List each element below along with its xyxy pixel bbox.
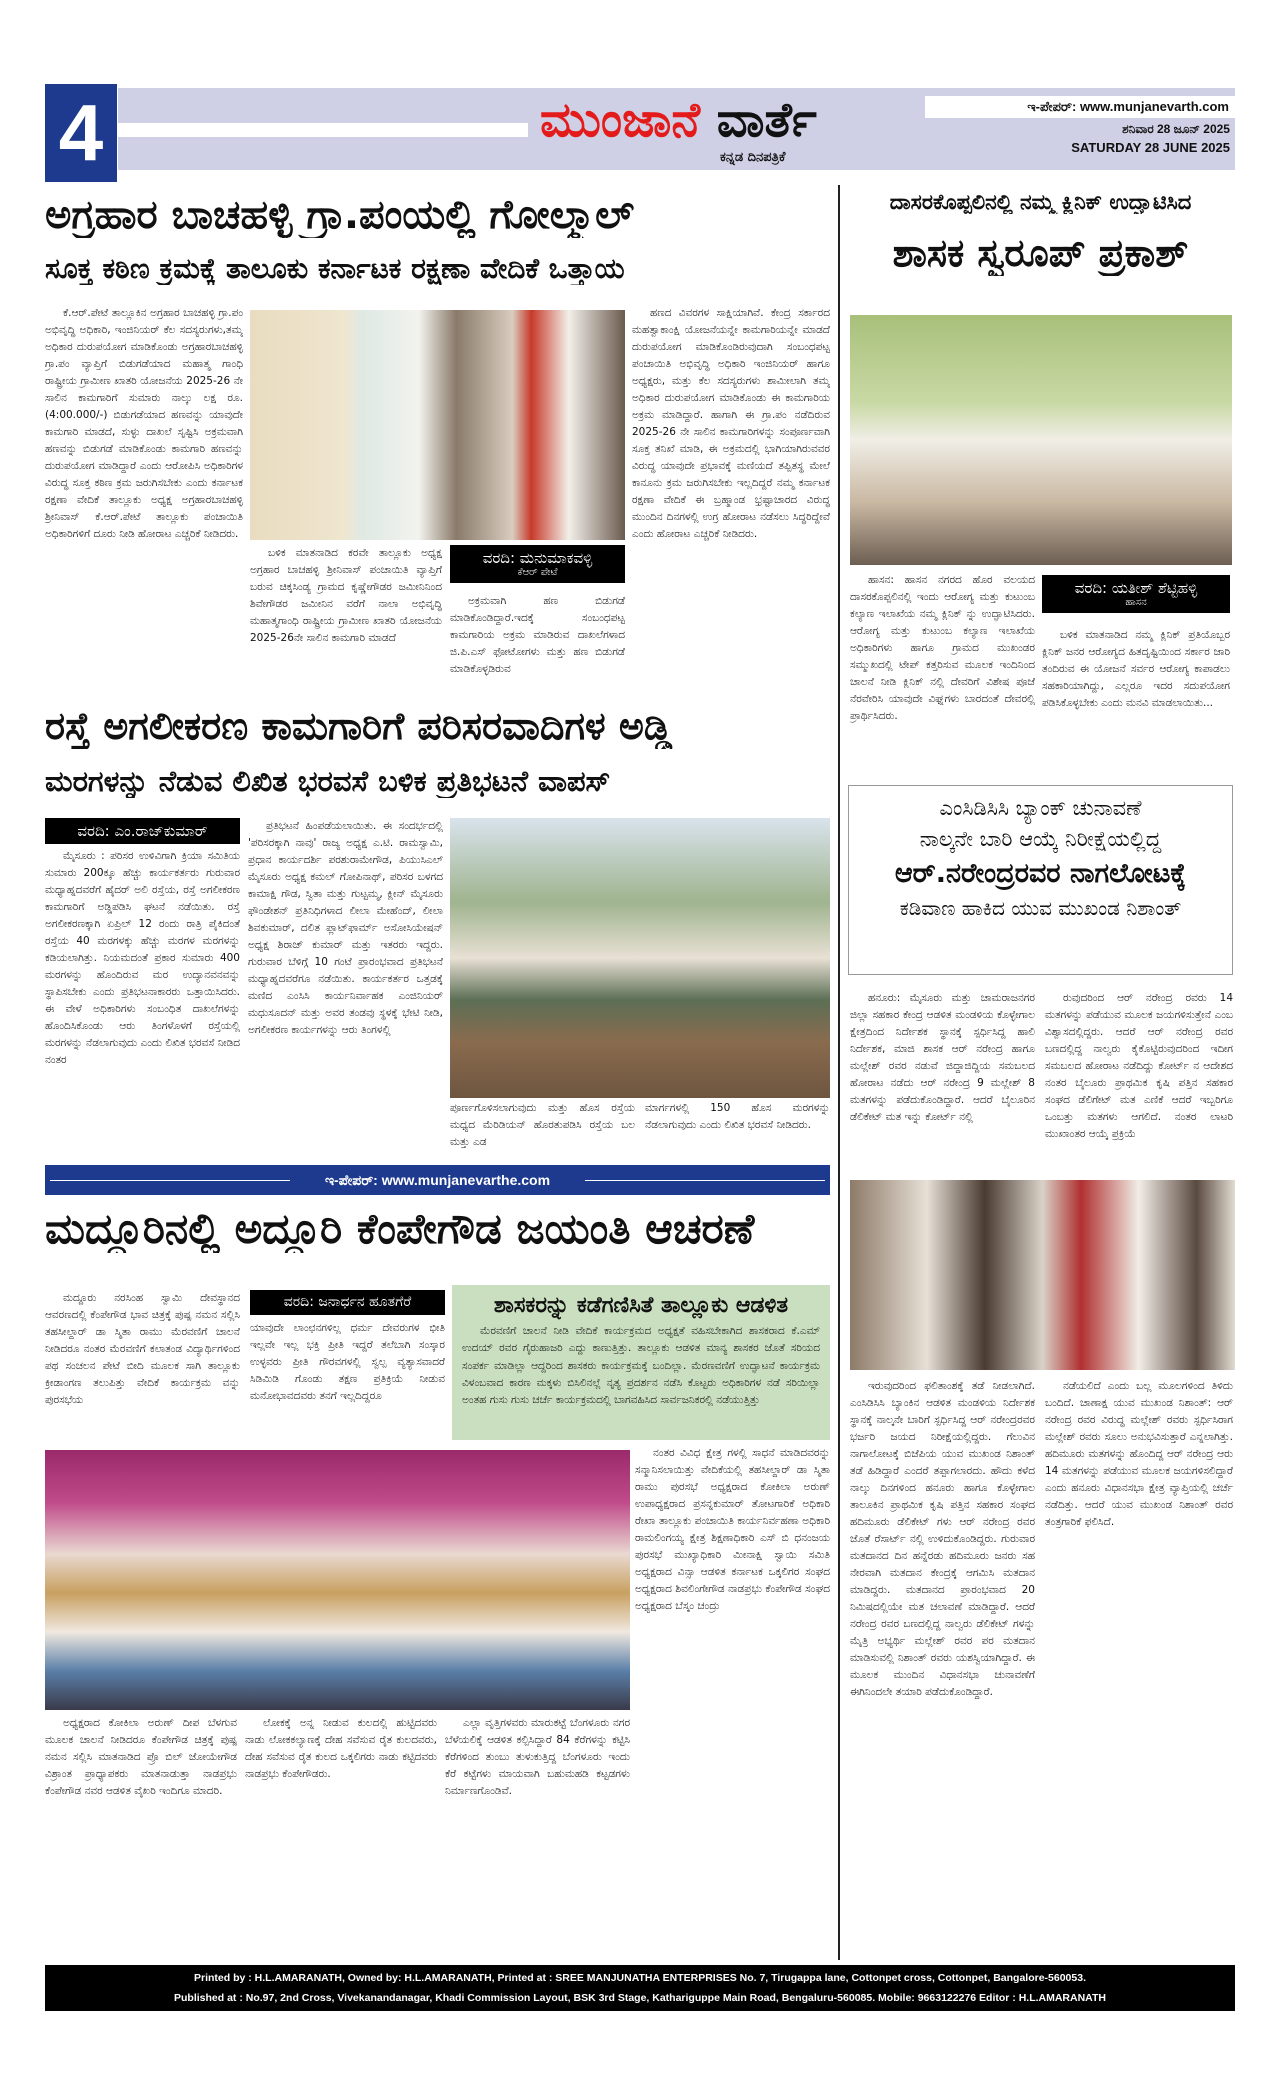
article5-col3: ನಂತರ ವಿವಿಧ ಕ್ಷೇತ್ರ ಗಳಲ್ಲಿ ಸಾಧನೆ ಮಾಡಿದವರನ್ನು ಸನ್ಮಾನಿಸಲಾಯಿತ್ತು ವೇದಿಕೆಯಲ್ಲಿ ತಹಸೀಲ್ದಾರ್ ಡಾ ಸ್ಮಿತಾ ರಾಮು ಪುರಸಭೆ ಅಧ್ಯಕ್ಷರಾದ ಕೋಕಿಲಾ ಅರುಣ್ ಉಪಾಧ್ಯಕ್ಷರಾದ ಪ್ರಸನ್ನಕುಮಾರ್ ತೋಟಗಾರಿಕೆ ಅಧಿಕಾರಿ ರೇಖಾ ತಾಲ್ಲೂಕು ಪಂಚಾಯಿತಿ ಕಾರ್ಯನಿರ್ವಹಣಾ ಅಧಿಕಾರಿ ರಾಮಲಿಂಗಯ್ಯ ಕ್ಷೇತ್ರ ಶಿಕ್ಷಣಾಧಿಕಾರಿ ಎಸ್ ಬಿ ಧನಂಜಯ ಪುರಸಭೆ ಮುಖ್ಯಾಧಿಕಾರಿ ಮೀನಾಕ್ಷಿ ಸ್ವಾಯಿ ಸಮಿತಿ ಅಧ್ಯಕ್ಷರಾದ ವಿನ್ಸಾ ಆಡಳಿತ ಕರ್ನಾಟಕ ಒಕ್ಕಲಿಗರ ಸಂಘದ ಅಧ್ಯಕ್ಷರಾದ ಶಿವಲಿಂಗೇಗೌಡ ನಾಡಪ್ರಭು ಕೆಂಪೇಗೌಡ ಸಂಘದ ಅಧ್ಯಕ್ಷರಾದ ಬೆಸ್ಕಂ ಚಂದ್ರು xyxy=(635,1447,830,1612)
sidebar-box-headline: ಶಾಸಕರನ್ನು ಕಡೆಗಣಿಸಿತೆ ತಾಲ್ಲೂಕು ಆಡಳಿತ xyxy=(493,1293,789,1318)
article1-photo xyxy=(250,310,625,540)
article3-caption2: ಮಾರ್ಗಗಳಲ್ಲಿ 150 ಹೊಸ ಮರಗಳನ್ನು ನೆಡಲಾಗುವುದು ಎಂದು ಲಿಖಿತ ಭರವಸೆ ನೀಡಿದರು. xyxy=(645,1102,830,1131)
article1-col1: ಕೆ.ಆರ್.ಪೇಟೆ ತಾಲ್ಲೂಕಿನ ಅಗ್ರಹಾರ ಬಾಚಹಳ್ಳಿ ಗ್ರಾ.ಪಂ ಅಭಿವೃದ್ಧಿ ಅಧಿಕಾರಿ, ಇಂಜಿನಿಯರ್ ಕೆಲ ಸದಸ್ಯರುಗಳು,ತಮ್ಮ ಅಧಿಕಾರ ದುರುಪಯೋಗ ಮಾಡಿಕೊಂಡು ಅಗ್ರಹಾರಬಾಚಹಳ್ಳಿ ಗ್ರಾ.ಪಂ ವ್ಯಾಪ್ತಿಗೆ ಬಿಡುಗಡೆಯಾದ ಮಹಾತ್ಮ ಗಾಂಧಿ ರಾಷ್ಟ್ರೀಯ ಗ್ರಾಮೀಣ ಖಾತರಿ ಯೋಜನೆಯ 2025-26 ನೇ ಸಾಲಿನ ಕಾಮಗಾರಿಗೆ ಸುಮಾರು ನಾಲ್ಕು ಲಕ್ಷ ರೂ. (4:00.000/-) ಬಿಡುಗಡೆಯಾದ ಹಣವನ್ನು ಯಾವುದೇ ಕಾಮಗಾರಿ ಮಾಡದೆ, ಸುಳ್ಳು ದಾಖಲೆ ಸೃಷ್ಟಿಸಿ ಅಕ್ರಮವಾಗಿ ಹಣವನ್ನು ಬಿಡುಗಡೆ ಮಾಡಿಕೊಂಡು ಕಾಮಗಾರಿ ಹಣವನ್ನು ದುರುಪಯೋಗ ಮಾಡಿದ್ದಾರೆ ಎಂದು ಆರೋಪಿಸಿ ಅಧಿಕಾರಿಗಳ ವಿರುದ್ಧ ಸೂಕ್ತ ಕಠಿಣ ಕ್ರಮ ಜರುಗಿಸಬೇಕು ಎಂದು ಕರ್ನಾಟಕ ರಕ್ಷಣಾ ವೇದಿಕೆ ತಾಲ್ಲೂಕು ಅಧ್ಯಕ್ಷ ಅಗ್ರಹಾರಬಾಚಹಳ್ಳಿ ಶ್ರೀನಿವಾಸ್ ಕೆ.ಆರ್.ಪೇಟೆ ತಾಲ್ಲೂಕು ಪಂಚಾಯಿತಿ ಅಧಿಕಾರಿಗಳಿಗೆ ದೂರು ನೀಡಿ ಹೋರಾಟ ಎಚ್ಚರಿಕೆ ನೀಡಿದರು. xyxy=(45,307,243,540)
article3-photo xyxy=(450,818,830,1098)
article5-headline: ಮದ್ದೂರಿನಲ್ಲಿ ಅದ್ದೂರಿ ಕೆಂಪೇಗೌಡ ಜಯಂತಿ ಆಚರಣೆ xyxy=(45,1205,755,1253)
article3-subhead: ಮರಗಳನ್ನು ನೆಡುವ ಲಿಖಿತ ಭರವಸೆ ಬಳಿಕ ಪ್ರತಿಭಟನೆ ವಾಪಸ್ xyxy=(45,765,611,798)
article3-headline: ರಸ್ತೆ ಅಗಲೀಕರಣ ಕಾಮಗಾರಿಗೆ ಪರಿಸರವಾದಿಗಳ ಅಡ್ಡಿ xyxy=(45,705,673,748)
byline-name: ವರದಿ: ಮನುಮಾಕವಳ್ಳಿ xyxy=(482,549,593,567)
date-kannada: ಶನಿವಾರ 28 ಜೂನ್ 2025 xyxy=(1122,122,1230,136)
epaper-link[interactable]: ಇ-ಪೇಪರ್: www.munjanevarth.com xyxy=(925,96,1235,118)
article1-col4: ಹಣದ ವಿವರಗಳ ಸಾಕ್ಷಿಯಾಗಿವೆ. ಕೇಂದ್ರ ಸರ್ಕಾರದ ಮಹತ್ವಾಕಾಂಕ್ಷಿ ಯೋಜನೆಯನ್ನೇ ಕಾಮಗಾರಿಯನ್ನೇ ಮಾಡದೆ ದುರುಪಯೋಗ ಮಾಡಿಕೊಂಡಿರುವುದಾಗಿ ಸಂಬಂಧಪಟ್ಟ ಪಂಚಾಯಿತಿ ಅಭಿವೃದ್ಧಿ ಅಧಿಕಾರಿ ಇಂಜಿನಿಯರ್ ಹಾಗೂ ಅಧ್ಯಕ್ಷರು, ಮತ್ತು ಕೆಲ ಸದಸ್ಯರುಗಳು ಶಾಮೀಲಾಗಿ ತಮ್ಮ ಅಧಿಕಾರ ದುರುಪಯೋಗ ಮಾಡಿಕೊಂಡು ಈ ಕಾಮಗಾರಿಯ ಅಕ್ರಮ ಮಾಡಿದ್ದಾರೆ. ಹಾಗಾಗಿ ಈ ಗ್ರಾ.ಪಂ ನಡೆದಿರುವ 2025-26 ನೇ ಸಾಲಿನ ಕಾಮಗಾರಿಗಳನ್ನು ಸಂಪೂರ್ಣವಾಗಿ ಸೂಕ್ತ ತನಿಖೆ ಮಾಡಿ, ಈ ಅಕ್ರಮದಲ್ಲಿ ಭಾಗಿಯಾಗಿರುವವರ ವಿರುದ್ಧ ಯಾವುದೇ ಪ್ರಭಾವಕ್ಕೆ ಮಣಿಯದೆ ತಪ್ಪಿತಸ್ಥ ಮೇಲೆ ಕಾನೂನು ಕ್ರಮ ಜರುಗಿಸಬೇಕು ಇಲ್ಲದಿದ್ದರೆ ನಮ್ಮ ಕರ್ನಾಟಕ ರಕ್ಷಣಾ ವೇದಿಕೆ ಈ ಬ್ರಹ್ಮಾಂಡ ಭ್ರಷ್ಟಾಚಾರದ ವಿರುದ್ಧ ಮುಂದಿನ ದಿನಗಳಲ್ಲಿ ಉಗ್ರ ಹೋರಾಟ ನಡೆಸಲು ಸಿದ್ಧರಿದ್ದೇವೆ ಎಂದು ಹೋರಾಟ ಎಚ್ಚರಿಕೆ ನೀಡಿದರು. xyxy=(632,307,830,540)
article5-col4: ಅಧ್ಯಕ್ಷರಾದ ಕೋಕಿಲಾ ಅರುಣ್ ದೀಪ ಬೆಳಗುವ ಮೂಲಕ ಚಾಲನೆ ನೀಡಿದರೂ ಕೆಂಪೇಗೌಡ ಚಿತ್ರಕ್ಕೆ ಪುಷ್ಪ ನಮನ ಸಲ್ಲಿಸಿ ಮಾತನಾಡಿದ ಪ್ರೊ ಬಿಲ್ ಜೋಯೇಗೌಡ ವಿಶ್ರಾಂತ ಪ್ರಾಧ್ಯಾಪಕರು ಮಾತನಾಡುತ್ತಾ ನಾಡಪ್ರಭು ಕೆಂಪೇಗೌಡ ನವರ ಆಡಳಿತ ವೈಖರಿ ಇಂದಿಗೂ ಮಾದರಿ. xyxy=(45,1717,237,1797)
byline-place: ಹಾಸನ xyxy=(1125,597,1147,608)
footer-line2: Published at : No.97, 2nd Cross, Vivekanandanagar, Khadi Commission Layout, BSK 3rd Stage, Kathariguppe Main Road, Bengaluru-560085. Mobile: 9663122276 Editor : H.L.AMARANATH xyxy=(174,1992,1106,2004)
byline-name: ವರದಿ: ಯತೀಶ್ ಶೆಟ್ಟಿಹಳ್ಳಿ xyxy=(1074,579,1198,597)
article4-subhead: ಕಡಿವಾಣ ಹಾಕಿದ ಯುವ ಮುಖಂಡ ನಿಶಾಂತ್ xyxy=(899,896,1182,920)
article1-subhead: ಸೂಕ್ತ ಕಠಿಣ ಕ್ರಮಕ್ಕೆ ತಾಲೂಕು ಕರ್ನಾಟಕ ರಕ್ಷಣಾ ವೇದಿಕೆ ಒತ್ತಾಯ xyxy=(45,253,625,285)
article4-col4: ನಡೆಯಲಿದೆ ಎಂದು ಬಲ್ಲ ಮೂಲಗಳಿಂದ ತಿಳಿದು ಬಂದಿದೆ. ಚಾಣಾಕ್ಷ ಯುವ ಮುಖಂಡ ನಿಶಾಂತ್: ಆರ್ ನರೇಂದ್ರ ರವರ ವಿರುದ್ಧ ಮಲ್ಲೇಶ್ ರವರು ಸ್ಪರ್ಧಿಸಿರಾಗ ಮಲ್ಲೇಶ್ ರವರು ಸೂಲು ಅನುಭವಿಸುತ್ತಾರೆ ಎನ್ನಲಾಗಿತ್ತು. ಹದಿಮೂರು ಮತಗಳನ್ನು ಹೊಂದಿದ್ದ ಆರ್ ನರೇಂದ್ರ ಆರು 14 ಮತಗಳನ್ನು ಪಡೆಯುವ ಮೂಲಕ ಜಯಗಳಿಸಲಿದ್ದಾರೆ ಎಂದು ಹನೂರು ವಿಧಾನಸಭಾ ಕ್ಷೇತ್ರ ವ್ಯಾಪ್ತಿಯಲ್ಲಿ ಚರ್ಚೆ ನಡೆದಿತ್ತು. ಆದರೆ ಯುವ ಮುಖಂಡ ನಿಶಾಂತ್ ರವರ ತಂತ್ರಗಾರಿಕೆ ಫಲಿಸಿದೆ. xyxy=(1045,1380,1233,1528)
article4-line1: ಎಂಸಿಡಿಸಿಸಿ ಬ್ಯಾಂಕ್ ಚುನಾವಣೆ xyxy=(939,796,1142,820)
article4-line2: ನಾಲ್ಕನೇ ಬಾರಿ ಆಯ್ಕೆ ನಿರೀಕ್ಷೆಯಲ್ಲಿದ್ದ xyxy=(919,827,1162,851)
article4-headline: ಆರ್.ನರೇಂದ್ರರವರ ನಾಗಲೋಟಕ್ಕೆ xyxy=(894,858,1187,889)
article1-byline xyxy=(450,545,625,583)
newspaper-logo xyxy=(540,92,817,149)
article5-col2: ಯಾವುದೇ ಲಾಂಛನಗಳಿಲ್ಲ ಧರ್ಮ ದೇವರುಗಳ ಭೀತಿ ಇಲ್ಲವೇ ಇಲ್ಲ ಭಕ್ತಿ ಪ್ರೀತಿ ಇದ್ದರೆ ತಲೆಬಾಗಿ ಸಂಸ್ಕಾರ ಉಳ್ಳವರು ಪ್ರೀತಿ ಗೌರವಗಳಲ್ಲಿ ಸ್ವಲ್ಪ ವ್ಯತ್ಯಾಸವಾದರೆ ಸಿಡಿಮಿಡಿ ಗೊಂಡು ತಕ್ಷಣ ಪ್ರತಿಕ್ರಿಯೆ ನೀಡುವ ಮನೋಭಾವದವರು ತನಗೆ ಇಲ್ಲದಿದ್ದರೂ xyxy=(250,1322,445,1402)
article2-byline xyxy=(1042,575,1230,613)
sidebar-box-text: ಮೆರವಣಿಗೆ ಚಾಲನೆ ನೀಡಿ ವೇದಿಕೆ ಕಾರ್ಯಕ್ರಮದ ಅಧ್ಯಕ್ಷತೆ ವಹಿಸಬೇಕಾಗಿದ ಶಾಸಕರಾದ ಕೆ.ಎಮ್ ಉದಯ್ ರವರ ಗೈರುಹಾಜರಿ ಎದ್ದು ಕಾಣುತ್ತಿತ್ತು. ತಾಲ್ಲೂಕು ಆಡಳಿತ ಮಾನ್ಯ ಶಾಸಕರ ಜೊತೆ ಸರಿಯದ ಸಂಪರ್ಕ ಮಾಡಿಲ್ಲಾ ಆದ್ದರಿಂದ ಶಾಸಕರು ಕಾರ್ಯಕ್ರಮಕ್ಕೆ ಬಂದಿಲ್ಲಾ. ಮೆರಣವಣಿಗೆ ಉದ್ಘಾಟನೆ ಕಾರ್ಯಕ್ರಮ ವಿಳಂಬವಾದ ಕಾರಣ ಮಕ್ಕಳು ಬಿಸಿಲಿನಲ್ಲೆ ನೃತ್ಯ ಪ್ರದರ್ಶನ ನಡೆಸಿ ಕೊಟ್ಟರು ಅಧಿಕಾರಿಗಳ ನಡೆ ಸರಿಯಿಲ್ಲಾ ಅಂತಹ ಗುಸು ಗುಸು ಚರ್ಚೆ ಕಾರ್ಯಕ್ರಮದಲ್ಲಿ ಬಾಗವಹಿಸಿದ ಸಾರ್ವಜನಿಕರಲ್ಲಿ ನಡೆಯುತ್ತಿತ್ತು xyxy=(462,1325,820,1407)
article5-sidebar-box xyxy=(452,1285,830,1440)
article5-byline: ವರದಿ: ಜನಾರ್ಧನ ಹೂತಗೆರೆ xyxy=(250,1290,445,1315)
article4-col3: ಇರುವುದರಿಂದ ಫಲಿತಾಂಶಕ್ಕೆ ತಡೆ ನೀಡಲಾಗಿದೆ. ಎಂಸಿಡಿಸಿಸಿ ಬ್ಯಾಂಕಿನ ಆಡಳಿತ ಮಂಡಳಿಯ ನಿರ್ದೇಶಕ ಸ್ಥಾನಕ್ಕೆ ನಾಲ್ಕನೇ ಬಾರಿಗೆ ಸ್ಪರ್ಧಿಸಿದ್ದ ಆರ್ ನರೇಂದ್ರರವರ ಭರ್ಜರಿ ಜಯದ ನಿರೀಕ್ಷೆಯಲ್ಲಿದ್ದರು. ಗೆಲುವಿನ ನಾಗಾಲೋಟಕ್ಕೆ ಬಿಜೆಪಿಯ ಯುವ ಮುಖಂಡ ನಿಶಾಂತ್ ತಡೆ ಹಿಡಿದ್ದಾರೆ ಎಂದರೆ ತಪ್ಪಾಗಲಾರದು. ಹೌದು ಕಳೆದ ನಾಲ್ಕು ದಿನಗಳಿಂದ ಹನೂರು ಹಾಗೂ ಕೊಳ್ಳೇಗಾಲ ತಾಲೂಕಿನ ಪ್ರಾಥಮಿಕ ಕೃಷಿ ಪತ್ತಿನ ಸಹಕಾರ ಸಂಘದ ಹದಿಮೂರು ಡೆಲಿಕೇಟ್ ಗಳು ಆರ್ ನರೇಂದ್ರ ರವರ ಜೊತೆ ರೆಸಾರ್ಟ್ ನಲ್ಲಿ ಉಳಿದುಕೊಂಡಿದ್ದರು. ಗುರುವಾರ ಮತದಾನದ ದಿನ ಹನ್ನೆರಡು ಹದಿಮೂರು ಜನರು ಸಹ ನೇರವಾಗಿ ಮತದಾನ ಕೇಂದ್ರಕ್ಕೆ ಆಗಮಿಸಿ ಮತದಾನ ಮಾಡಿದ್ದರು. ಮತದಾನದ ಪ್ರಾರಂಭವಾದ 20 ನಿಮಿಷದಲ್ಲಿಯೇ ಮತ ಚಲಾವಣೆ ಮಾಡಿದ್ದಾರೆ. ಆದರೆ ನರೇಂದ್ರ ರವರ ಬಣದಲ್ಲಿದ್ದ ನಾಲ್ವರು ಡೆಲಿಕೇಟ್ ಗಳನ್ನು ಮೈತ್ರಿ ಅಭ್ಯರ್ಥಿ ಮಲ್ಲೇಶ್ ರವರ ಪರ ಮತದಾನ ಮಾಡಿಸುವಲ್ಲಿ ನಿಶಾಂತ್ ರವರು ಯಶಸ್ವಿಯಾಗಿದ್ದಾರೆ. ಈ ಮೂಲಕ ಮುಂದಿನ ವಿಧಾನಸಭಾ ಚುನಾವಣೆಗೆ ಈಗಿನಿಂದಲೇ ತಯಾರಿ ಪಡೆದುಕೊಂಡಿದ್ದಾರೆ. xyxy=(850,1380,1035,1698)
article5-photo xyxy=(45,1450,630,1710)
byline-place: ಕೆಆರ್ ಪೇಟೆ xyxy=(517,567,558,578)
date-english: SATURDAY 28 JUNE 2025 xyxy=(1071,140,1230,155)
article3-byline: ವರದಿ: ಎಂ.ರಾಜ್‌ಕುಮಾರ್ xyxy=(45,818,240,844)
article5-col5: ಲೋಕಕ್ಕೆ ಅನ್ನ ನೀಡುವ ಕುಲದಲ್ಲಿ ಹುಟ್ಟಿದವರು ನಾಡು ಲೋಕಕಲ್ಯಾಣಕ್ಕೆ ದೇಹ ಸವೆಸುವ ರೈತ ಕುಲದವರು, ದೇಹ ಸವೆಸುವ ರೈತ ಕುಲದ ಒಕ್ಕಲಿಗರು ನಾಡು ಕಟ್ಟಿದವರು ನಾಡಪ್ರಭು ಕೆಂಪೇಗೌಡರು. xyxy=(245,1717,437,1780)
article2-col1: ಹಾಸನ: ಹಾಸನ ನಗರದ ಹೊರ ವಲಯದ ದಾಸರಕೊಪ್ಪಲಿನಲ್ಲಿ ಇಂದು ಆರೋಗ್ಯ ಮತ್ತು ಕುಟುಂಬ ಕಲ್ಯಾಣ ಇಲಾಖೆಯ ನಮ್ಮ ಕ್ಲಿನಿಕ್ ನ್ನು ಉದ್ಘಾಟಿಸಿದರು. ಆರೋಗ್ಯ ಮತ್ತು ಕುಟುಂಬ ಕಲ್ಯಾಣ ಇಲಾಖೆಯ ಅಧಿಕಾರಿಗಳು ಹಾಗೂ ಗ್ರಾಮದ ಮುಖಂಡರ ಸಮ್ಮುಖದಲ್ಲಿ ಟೇಪ್ ಕತ್ತರಿಸುವ ಮೂಲಕ ಇಂದಿನಿಂದ ಚಾಲನೆ ನೀಡಿ ಕ್ಲಿನಿಕ್ ನಲ್ಲಿ ದೇವರಿಗೆ ವಿಶೇಷ ಪೂಜೆ ನೆರವೇರಿಸಿ ಯಾವುದೇ ವಿಘ್ನಗಳು ಬಾರದಂತೆ ದೇವರಲ್ಲಿ ಪ್ರಾರ್ಥಿಸಿದರು. xyxy=(850,574,1035,722)
article5-col6: ಎಲ್ಲಾ ವೃತ್ತಿಗಳವರು ಮಾರುಕಟ್ಟೆ ಬೆಂಗಳೂರು ನಗರ ಬೆಳೆಯಲಿಕ್ಕೆ ಆಡಳಿತ ಕಲ್ಪಿಸಿದ್ದಾರೆ 84 ಕೆರೆಗಳನ್ನು ಕಟ್ಟಿಸಿ ಕೆರೆಗಳಿಂದ ತುಂಬು ತುಳುಕುತ್ತಿದ್ದ ಬೆಂಗಳೂರು ಇಂದು ಕೆರೆ ಕಟ್ಟೆಗಳು ಮಾಯವಾಗಿ ಬಹುಮಹಡಿ ಕಟ್ಟಡಗಳು ನಿರ್ಮಾಣಗೊಂಡಿವೆ. xyxy=(445,1717,630,1797)
logo-black: ವಾರ್ತೆ xyxy=(716,92,817,148)
epaper-banner[interactable]: ಇ-ಪೇಪರ್: www.munjanevarthe.com xyxy=(45,1165,830,1195)
article3-caption1: ಪೂರ್ಣಗೊಳಿಸಲಾಗುವುದು ಮತ್ತು ಹೊಸ ರಸ್ತೆಯ ಮಧ್ಯದ ಮೆರಿಡಿಯನ್ ಹೊರತುಪಡಿಸಿ ರಸ್ತೆಯ ಬಲ ಮತ್ತು ಎಡ xyxy=(450,1102,635,1148)
article2-kicker: ದಾಸರಕೊಪ್ಪಲಿನಲ್ಲಿ ನಮ್ಮ ಕ್ಲಿನಿಕ್ ಉದ್ಘಾಟಿಸಿದ xyxy=(889,190,1192,214)
article4-col2: ರುವುದರಿಂದ ಆರ್ ನರೇಂದ್ರ ರವರು 14 ಮತಗಳನ್ನು ಪಡೆಯುವ ಮೂಲಕ ಜಯಗಳಿಸುತ್ತೇನೆ ಎಂಬ ವಿಶ್ವಾಸದಲ್ಲಿದ್ದರು. ಆದರೆ ಆರ್ ನರೇಂದ್ರ ರವರ ಬಣದಲ್ಲಿದ್ದ ನಾಲ್ವರು ಕೈಕೊಟ್ಟಿರುವುದರಿಂದ ಇದೀಗ ಸಮಬಲದ ಹೋರಾಟ ನಡೆದಿದ್ದು ಕೋರ್ಟ್ ನ ಆದೇಶದ ನಂತರ ಬೈಲೂರು ಪ್ರಾಥಮಿಕ ಕೃಷಿ ಪತ್ತಿನ ಸಹಕಾರ ಸಂಘದ ಡೆಲಿಗೇಟ್ ಮತ ಎಣಿಕೆ ಆದರೆ ಇಬ್ಬರಿಗೂ ಒಂಬತ್ತು ಮತಗಳು ಆಗಲಿದೆ. ನಂತರ ಲಾಟರಿ ಮುಖಾಂತರ ಆಯ್ಕೆ ಪ್ರಕ್ರಿಯೆ xyxy=(1045,992,1233,1140)
page-number: 4 xyxy=(45,84,117,182)
logo-subtitle: ಕನ್ನಡ ದಿನಪತ್ರಿಕೆ xyxy=(720,150,786,165)
column-divider xyxy=(838,185,840,1960)
article4-col1: ಹನೂರು: ಮೈಸೂರು ಮತ್ತು ಚಾಮರಾಜನಗರ ಜಿಲ್ಲಾ ಸಹಕಾರ ಕೇಂದ್ರ ಆಡಳಿತ ಮಂಡಳಿಯ ಕೊಳ್ಳೇಗಾಲ ಕ್ಷೇತ್ರದಿಂದ ನಿರ್ದೇಶಕ ಸ್ಥಾನಕ್ಕೆ ಸ್ಪರ್ಧಿಸಿದ್ದ ಹಾಲಿ ನಿರ್ದೇಶಕ, ಮಾಜಿ ಶಾಸಕ ಆರ್ ನರೇಂದ್ರ ಹಾಗೂ ಮಲ್ಲೇಶ್ ರವರ ನಡುವೆ ಜಿದ್ದಾಜಿದ್ದಿಯ ಸಮಬಲದ ಹೋರಾಟ ನಡೆದು ಆರ್ ನರೇಂದ್ರ 9 ಮಲ್ಲೇಶ್ 8 ಮತಗಳನ್ನು ಪಡೆದುಕೊಂಡಿದ್ದಾರೆ. ಆದರೆ ಬೈಲೂರಿನ ಡೆಲಿಕೇಟ್ ಮತ ಇನ್ನು ಕೋರ್ಟ್ ನಲ್ಲಿ xyxy=(850,992,1035,1123)
footer-line1: Printed by : H.L.AMARANATH, Owned by: H.L.AMARANATH, Printed at : SREE MANJUNATHA ENTERPRISES No. 7, Tirugappa lane, Cottonpet cross, Cottonpet, Bangalore-560053. xyxy=(194,1972,1086,1984)
article2-col2: ಬಳಿಕ ಮಾತನಾಡಿದ ನಮ್ಮ ಕ್ಲಿನಿಕ್ ಪ್ರತಿಯೊಬ್ಬರ ಕ್ಲಿನಿಕ್ ಜನರ ಆರೋಗ್ಯದ ಹಿತದೃಷ್ಟಿಯಿಂದ ಸರ್ಕಾರ ಜಾರಿ ತಂದಿರುವ ಈ ಯೋಜನೆ ಸರ್ವರ ಆರೋಗ್ಯ ಕಾಪಾಡಲು ಸಹಕಾರಿಯಾಗಿದ್ದು, ಎಲ್ಲರೂ ಇದರ ಸದುಪಯೋಗ ಪಡಿಸಿಕೊಳ್ಳಬೇಕು ಎಂದು ಮನವಿ ಮಾಡಲಾಯಿತು... xyxy=(1042,629,1230,709)
article1-col3: ಅಕ್ರಮವಾಗಿ ಹಣ ಬಿಡುಗಡೆ ಮಾಡಿಕೊಂಡಿದ್ದಾರೆ.ಇದಕ್ಕೆ ಸಂಬಂಧಪಟ್ಟ ಕಾಮಗಾರಿಯ ಅಕ್ರಮ ಮಾಡಿರುವ ದಾಖಲೆಗಳಾದ ಜಿ.ಪಿ.ಎಸ್ ಫೋಟೋಗಳು ಮತ್ತು ಹಣ ಬಿಡುಗಡೆ ಮಾಡಿಕೊಳ್ಳಡಿರುವ xyxy=(450,595,625,675)
imprint-footer xyxy=(45,1965,1235,2011)
article2-headline: ಶಾಸಕ ಸ್ವರೂಪ್ ಪ್ರಕಾಶ್ xyxy=(892,232,1189,275)
article3-col2: ಪ್ರತಿಭಟನೆ ಹಿಂಪಡೆಯಲಾಯಿತು. ಈ ಸಂದರ್ಭದಲ್ಲಿ 'ಪರಿಸರಕ್ಕಾಗಿ ನಾವು' ರಾಜ್ಯ ಅಧ್ಯಕ್ಷ ಎ.ಟಿ. ರಾಮಸ್ವಾಮಿ, ಪ್ರಧಾನ ಕಾರ್ಯದರ್ಶಿ ಪರಶುರಾಮೇಗೌಡ, ಪಿಯುಸಿಎಲ್ ಮೈಸೂರು ಅಧ್ಯಕ್ಷ ಕಮಲ್ ಗೋಪಿನಾಥ್, ಪರಿಸರ ಬಳಗದ ಕಾಮಾಕ್ಷಿ ಗೌಡ, ಸ್ವಿತಾ ಮತ್ತು ಗುಟ್ಟಮ್ಮ, ಕ್ಲೀನ್ ಮೈಸೂರು ಫೌಂಡೇಶನ್ ಪ್ರತಿನಿಧಿಗಳಾದ ಲೀಲಾ ಮೇಹೆಂದ್, ಲೀಲಾ ಶಿವಕುಮಾರ್, ದಲಿತ ಪ್ಲಾಟ್‌ಫಾರ್ಮ್ ಅಸೋಸಿಯೇಷನ್ ಅಧ್ಯಕ್ಷ ಶಿರಾಜ್ ಕುಮಾರ್ ಮತ್ತು ಇತರರು ಇದ್ದರು. ಗುರುವಾರ ಬೆಳಿಗ್ಗೆ 10 ಗಂಟೆ ಪ್ರಾರಂಭವಾದ ಪ್ರತಿಭಟನೆ ಮಧ್ಯಾಹ್ನದವರೆಗೂ ನಡೆಯಿತು. ಕಾರ್ಯಕರ್ತರ ಒತ್ತಡಕ್ಕೆ ಮಣಿದ ಎಂಸಿಸಿ ಕಾರ್ಯನಿರ್ವಾಹಕ ಎಂಜಿನಿಯರ್ ಮಧುಸೂದನ್ ಮತ್ತು ಅವರ ತಂಡವು ಸ್ಥಳಕ್ಕೆ ಭೇಟಿ ನೀಡಿ, ಅಗಲೀಕರಣ ಕಾರ್ಯಗಳನ್ನು ಆರು ತಿಂಗಳಲ್ಲಿ xyxy=(248,820,443,1036)
logo-red: ಮುಂಜಾನೆ xyxy=(540,92,700,148)
article4-photo xyxy=(850,1180,1235,1370)
article4-headline-box xyxy=(848,785,1233,975)
article1-headline: ಅಗ್ರಹಾರ ಬಾಚಹಳ್ಳಿ ಗ್ರಾ.ಪಂಯಲ್ಲಿ ಗೋಲ್ಮಾಲ್ xyxy=(45,192,635,238)
article5-col1: ಮದ್ದೂರು ನರಸಿಂಹ ಸ್ವಾಮಿ ದೇವಸ್ಥಾನದ ಆವರಣದಲ್ಲಿ ಕೆಂಪೇಗೌಡ ಭಾವ ಚಿತ್ರಕ್ಕೆ ಪುಷ್ಪ ನಮನ ಸಲ್ಲಿಸಿ ತಹಸೀಲ್ದಾರ್ ಡಾ ಸ್ಮಿತಾ ರಾಮು ಮೆರವಣಿಗೆ ಚಾಲನೆ ನೀಡಿದರೂ ನಂತರ ಮೆರವಣಿಗೆ ಕಲಾತಂಡ ವಿದ್ಯಾರ್ಥಿಗಳಿಂದ ಪಥ ಸಂಚಲನ ಪೇಟೆ ಬೀದಿ ಮೂಲಕ ಸಾಗಿ ತಾಲ್ಲೂಕು ಕ್ರೀಡಾಂಗಣ ತಲುಪಿತ್ತು ವೇದಿಕೆ ಕಾರ್ಯಕ್ರಮ ವನ್ನು ಪುರಸಭೆಯ xyxy=(45,1292,240,1406)
article1-col2: ಬಳಿಕ ಮಾತನಾಡಿದ ಕರವೇ ತಾಲ್ಲೂಕು ಅಧ್ಯಕ್ಷ ಅಗ್ರಹಾರ ಬಾಚಹಳ್ಳಿ ಶ್ರೀನಿವಾಸ್ ಪಂಚಾಯಿತಿ ವ್ಯಾಪ್ತಿಗೆ ಬರುವ ಚಿಕ್ಕಸಿಂಡ್ಯ ಗ್ರಾಮದ ಕೃಷ್ಣೇಗೌಡರ ಜಮೀನಿನಿಂದ ಶಿವೇಗೌಡರ ಜಮೀನಿನ ವರೆಗೆ ನಾಲಾ ಅಭಿವೃದ್ಧಿ ಮಹಾತ್ಮಗಾಂಧಿ ರಾಷ್ಟ್ರೀಯ ಗ್ರಾಮೀಣ ಖಾತರಿ ಯೋಜನೆಯ 2025-26ನೇ ಸಾಲಿನ ಕಾಮಗಾರಿ ಮಾಡದೆ xyxy=(250,547,442,644)
article2-photo xyxy=(850,315,1232,565)
article3-col1: ಮೈಸೂರು : ಪರಿಸರ ಉಳಿವಿಗಾಗಿ ಕ್ರಿಯಾ ಸಮಿತಿಯ ಸುಮಾರು 200ಕ್ಕೂ ಹೆಚ್ಚು ಕಾರ್ಯಕರ್ತರು ಗುರುವಾರ ಮಧ್ಯಾಹ್ನದವರೆಗೆ ಹೈದರ್ ಅಲಿ ರಸ್ತೆಯ, ರಸ್ತೆ ಅಗಲೀಕರಣ ಕಾಮಗಾರಿಗೆ ಅಡ್ಡಿಪಡಿಸಿ ಘಟನೆ ನಡೆಯಿತು. ರಸ್ತೆ ಅಗಲೀಕರಣಕ್ಕಾಗಿ ಏಪ್ರಿಲ್ 12 ರಂದು ರಾತ್ರಿ ಪೈಕಿದಂತೆ ರಸ್ತೆಯ 40 ಮರಗಳಕ್ಕು ಹೆಚ್ಚು ಮರಗಳ ಮರಗಳನ್ನು ಕಡಿಯಲಾಗಿತ್ತು. ನಿಯಮದಂತೆ ಪ್ರಕಾರ ಸುಮಾರು 400 ಮರಗಳನ್ನು ಹೊಂದಿರುವ ಮರ ಉದ್ಯಾನವನವನ್ನು ಸ್ಥಾಪಿಸಬೇಕು ಎಂದು ಪ್ರತಿಭಟನಾಕಾರರು ಒತ್ತಾಯಿಸಿದರು. ಈ ವೇಳೆ ಅಧಿಕಾರಿಗಳು ಸಂಬಂಧಿತ ದಾಖಲೆಗಳನ್ನು ಹೊಂದಿಸಿಕೊಂಡು ಆರು ತಿಂಗಳೊಳಗೆ ರಸ್ತೆಯಲ್ಲಿ ಮರಗಳನ್ನು ನೆಡಲಾಗುವುದು ಎಂದು ಲಿಖಿತ ಭರವಸೆ ನೀಡಿದ ನಂತರ xyxy=(45,850,240,1066)
